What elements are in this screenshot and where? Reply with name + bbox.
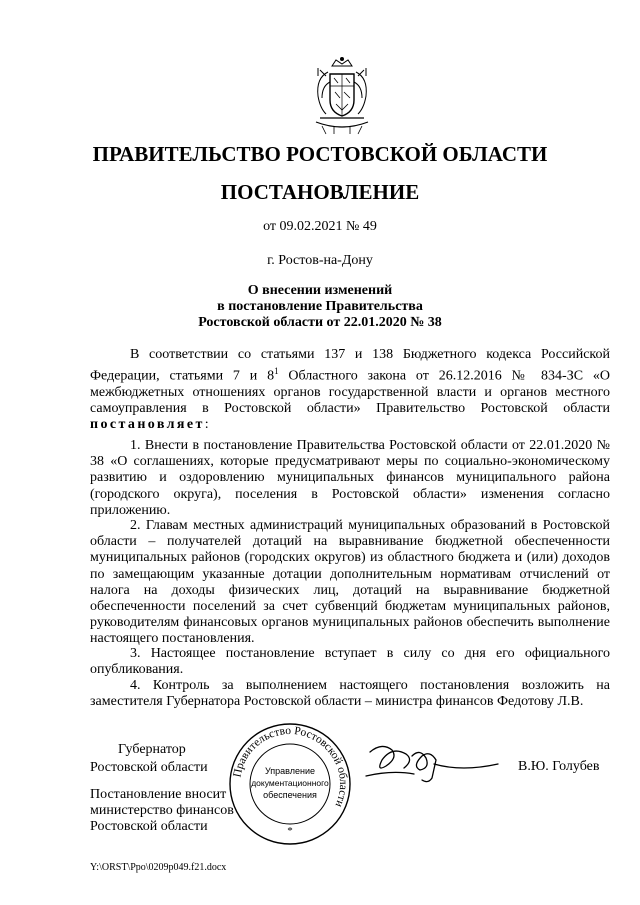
submitted-by: [90, 787, 234, 835]
stamp-inner-line: документационного: [251, 778, 329, 788]
government-title: ПРАВИТЕЛЬСТВО РОСТОВСКОЙ ОБЛАСТИ: [92, 142, 548, 166]
signatory-role: [90, 741, 208, 777]
rostov-oblast-coat-of-arms-icon: [306, 56, 378, 136]
decree-word: постановляет: [90, 417, 205, 433]
document-type: ПОСТАНОВЛЕНИЕ: [220, 180, 420, 204]
stamp-inner-line: Управление: [264, 766, 316, 776]
signatory-title: Губернатор: [118, 742, 186, 757]
intro-superscript: 1: [274, 366, 279, 377]
subject-line: О внесении изменений: [247, 283, 393, 298]
intro-colon: :: [204, 417, 209, 433]
document-date-number: от 09.02.2021 № 49: [263, 219, 377, 234]
file-path-footer: Y:\ORST\Ppo\0209p049.f21.docx: [90, 862, 227, 873]
intro-paragraph: [90, 347, 610, 434]
list-item: 4. Контроль за выполнением настоящего постановления возложить на заместителя Губернатора Ростовской области – министра финансов Федотову Л.В.: [90, 678, 610, 710]
subject-line: в постановление Правительства: [217, 299, 423, 314]
document-city: г. Ростов-на-Дону: [267, 253, 373, 268]
svg-text:*: *: [287, 825, 293, 837]
stamp-inner-line: обеспечения: [263, 790, 317, 800]
signatory-region: Ростовской области: [90, 760, 208, 775]
official-seal-icon: [228, 722, 352, 846]
submitted-line: министерство финансов: [90, 803, 234, 818]
intro-text: В соответствии со статьями 137 и 138 Бюджетного кодекса Российской Федерации, статьями 7 и 8: [90, 347, 610, 384]
list-item: 2. Главам местных администраций муниципальных образований в Ростовской области – получателей дотаций на выравнивание бюджетной обеспеченности муниципальных районов (городских округов) из областного бюджета и (или) доходов по замещающим указанные дотации дополнительным нормативам отчислений от налога на доходы физических лиц, дотаций на выравнивание бюджетной обеспеченности поселений за счет субвенций бюджетам муниципальных районов, руководителям финансовых органов муниципальных районов обеспечить выполнение настоящего постановления.: [90, 518, 610, 647]
list-item: 3. Настоящее постановление вступает в силу со дня его официального опубликования.: [90, 646, 610, 678]
subject-line: Ростовской области от 22.01.2020 № 38: [198, 315, 442, 330]
submitted-line: Ростовской области: [90, 819, 208, 834]
intro-text-cont: Областного закона от 26.12.2016 № 834-ЗС «О межбюджетных отношениях органов государственной власти и органов местного самоуправления в Ростовской области» Правительство Ростовской области: [90, 368, 610, 417]
document-subject: [0, 283, 640, 331]
submitted-line: Постановление вносит: [90, 787, 227, 802]
handwritten-signature-icon: [362, 736, 502, 788]
signatory-name: В.Ю. Голубев: [518, 759, 600, 774]
stamp-outer-text: Правительство Ростовской области: [231, 724, 350, 809]
list-item: 1. Внести в постановление Правительства Ростовской области от 22.01.2020 № 38 «О соглашениях, которые предусматривают меры по социально-экономическому развитию и оздоровлению муниципальных финансов муниципального района (городского округа), поселения в Ростовской области» изменения согласно приложению.: [90, 438, 610, 518]
